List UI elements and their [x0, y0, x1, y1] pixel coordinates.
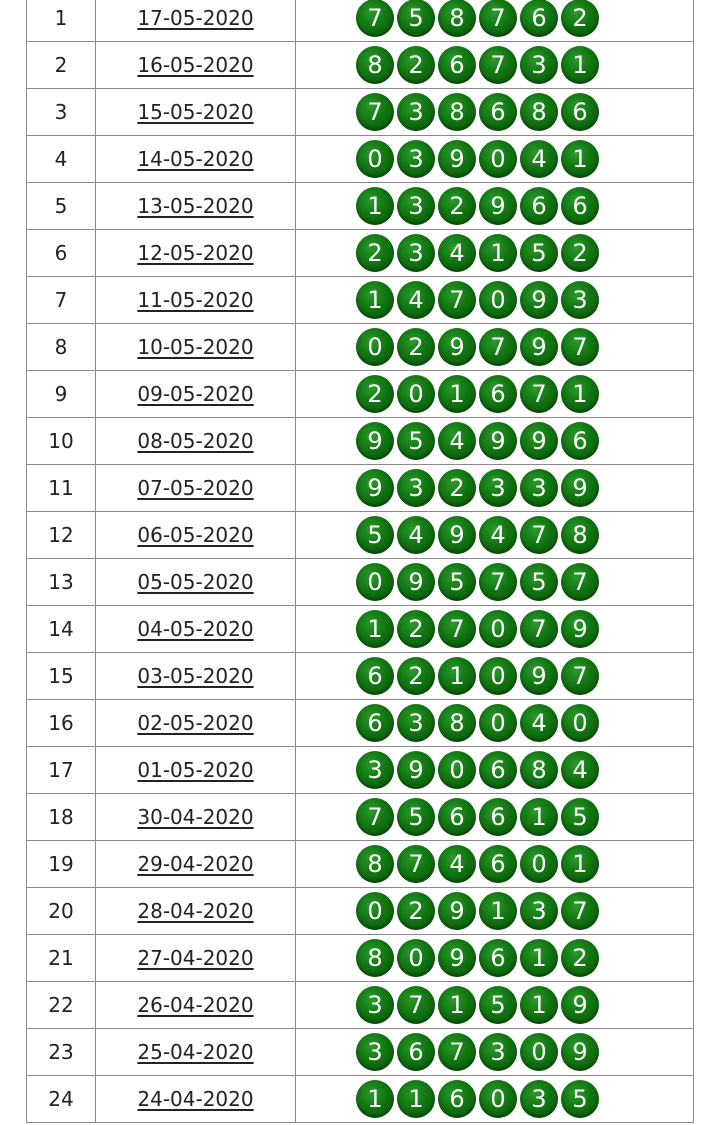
table-row: [27, 794, 694, 841]
table-row: [27, 465, 694, 512]
digit-ball: 2: [397, 657, 435, 695]
row-index: 10: [27, 418, 96, 465]
date-link[interactable]: 24-04-2020: [137, 1087, 254, 1111]
digit-balls: [296, 0, 693, 37]
row-digits-cell: [296, 606, 694, 653]
digit-ball: 0: [356, 563, 394, 601]
digit-ball: 3: [356, 986, 394, 1024]
table-row: [27, 982, 694, 1029]
row-date-cell: [96, 982, 296, 1029]
row-index: 20: [27, 888, 96, 935]
row-index: 23: [27, 1029, 96, 1076]
date-link[interactable]: 09-05-2020: [137, 382, 254, 406]
digit-ball: 5: [561, 1080, 599, 1118]
row-date-cell: [96, 89, 296, 136]
digit-balls: [296, 892, 693, 930]
digit-ball: 2: [438, 187, 476, 225]
digit-ball: 8: [520, 751, 558, 789]
digit-ball: 9: [438, 939, 476, 977]
digit-ball: 6: [438, 1080, 476, 1118]
digit-ball: 9: [479, 422, 517, 460]
date-link[interactable]: 03-05-2020: [137, 664, 254, 688]
digit-ball: 0: [479, 610, 517, 648]
row-digits-cell: [296, 89, 694, 136]
results-table-body: [27, 0, 694, 1123]
digit-ball: 9: [561, 610, 599, 648]
digit-balls: [296, 986, 693, 1024]
row-index: 9: [27, 371, 96, 418]
digit-ball: 1: [438, 375, 476, 413]
digit-balls: [296, 93, 693, 131]
digit-ball: 0: [520, 1033, 558, 1071]
row-digits-cell: [296, 982, 694, 1029]
digit-ball: 6: [479, 845, 517, 883]
digit-ball: 7: [438, 281, 476, 319]
digit-balls: [296, 845, 693, 883]
digit-ball: 1: [561, 46, 599, 84]
digit-balls: [296, 422, 693, 460]
digit-ball: 8: [438, 93, 476, 131]
date-link[interactable]: 17-05-2020: [137, 6, 254, 30]
digit-ball: 9: [561, 986, 599, 1024]
digit-ball: 6: [561, 93, 599, 131]
digit-balls: [296, 281, 693, 319]
digit-ball: 2: [561, 234, 599, 272]
row-date-cell: [96, 371, 296, 418]
date-link[interactable]: 01-05-2020: [137, 758, 254, 782]
digit-ball: 8: [561, 516, 599, 554]
digit-ball: 0: [356, 328, 394, 366]
digit-ball: 7: [438, 610, 476, 648]
digit-balls: [296, 751, 693, 789]
row-index: 3: [27, 89, 96, 136]
table-row: [27, 1076, 694, 1123]
digit-ball: 3: [397, 469, 435, 507]
digit-balls: [296, 234, 693, 272]
row-date-cell: [96, 277, 296, 324]
digit-ball: 3: [520, 1080, 558, 1118]
row-date-cell: [96, 136, 296, 183]
digit-ball: 3: [479, 469, 517, 507]
digit-ball: 7: [356, 798, 394, 836]
row-index: 1: [27, 0, 96, 42]
row-index: 5: [27, 183, 96, 230]
digit-ball: 1: [520, 939, 558, 977]
digit-ball: 2: [356, 375, 394, 413]
row-date-cell: [96, 700, 296, 747]
digit-ball: 0: [479, 704, 517, 742]
digit-ball: 4: [520, 140, 558, 178]
table-row: [27, 89, 694, 136]
digit-balls: [296, 469, 693, 507]
digit-ball: 5: [520, 563, 558, 601]
digit-ball: 3: [520, 46, 558, 84]
digit-ball: 1: [397, 1080, 435, 1118]
digit-ball: 0: [438, 751, 476, 789]
digit-balls: [296, 187, 693, 225]
digit-ball: 3: [520, 892, 558, 930]
digit-ball: 7: [561, 563, 599, 601]
date-link[interactable]: 04-05-2020: [137, 617, 254, 641]
row-index: 11: [27, 465, 96, 512]
digit-balls: [296, 1080, 693, 1118]
table-row: [27, 277, 694, 324]
row-digits-cell: [296, 888, 694, 935]
digit-ball: 7: [356, 93, 394, 131]
digit-balls: [296, 1033, 693, 1071]
digit-ball: 0: [479, 657, 517, 695]
table-row: [27, 371, 694, 418]
digit-ball: 5: [356, 516, 394, 554]
digit-ball: 4: [397, 281, 435, 319]
digit-ball: 1: [356, 1080, 394, 1118]
digit-ball: 9: [438, 892, 476, 930]
digit-ball: 7: [479, 563, 517, 601]
table-row: [27, 0, 694, 42]
row-date-cell: [96, 42, 296, 89]
row-index: 2: [27, 42, 96, 89]
digit-ball: 4: [438, 422, 476, 460]
digit-ball: 6: [479, 93, 517, 131]
table-row: [27, 559, 694, 606]
digit-ball: 0: [479, 1080, 517, 1118]
row-index: 17: [27, 747, 96, 794]
digit-ball: 6: [520, 0, 558, 37]
table-row: [27, 230, 694, 277]
digit-ball: 9: [520, 328, 558, 366]
row-date-cell: [96, 559, 296, 606]
digit-ball: 6: [438, 46, 476, 84]
digit-ball: 1: [356, 281, 394, 319]
row-digits-cell: [296, 700, 694, 747]
digit-ball: 6: [561, 422, 599, 460]
digit-ball: 2: [356, 234, 394, 272]
digit-ball: 6: [356, 704, 394, 742]
digit-ball: 7: [397, 986, 435, 1024]
row-index: 19: [27, 841, 96, 888]
results-table: [26, 0, 694, 1123]
digit-ball: 1: [520, 798, 558, 836]
digit-ball: 0: [356, 140, 394, 178]
digit-ball: 4: [397, 516, 435, 554]
row-date-cell: [96, 418, 296, 465]
digit-ball: 7: [520, 610, 558, 648]
table-row: [27, 183, 694, 230]
digit-ball: 7: [520, 375, 558, 413]
row-date-cell: [96, 606, 296, 653]
row-digits-cell: [296, 230, 694, 277]
row-date-cell: [96, 512, 296, 559]
row-digits-cell: [296, 1076, 694, 1123]
digit-ball: 7: [561, 657, 599, 695]
date-link[interactable]: 08-05-2020: [137, 429, 254, 453]
digit-balls: [296, 140, 693, 178]
row-digits-cell: [296, 935, 694, 982]
date-link[interactable]: 26-04-2020: [137, 993, 254, 1017]
row-digits-cell: [296, 465, 694, 512]
date-link[interactable]: 14-05-2020: [137, 147, 254, 171]
digit-ball: 7: [479, 46, 517, 84]
row-digits-cell: [296, 559, 694, 606]
digit-ball: 0: [520, 845, 558, 883]
digit-ball: 7: [438, 1033, 476, 1071]
digit-ball: 9: [356, 422, 394, 460]
digit-ball: 2: [561, 939, 599, 977]
row-date-cell: [96, 1029, 296, 1076]
row-date-cell: [96, 465, 296, 512]
date-link[interactable]: 13-05-2020: [137, 194, 254, 218]
date-link[interactable]: 02-05-2020: [137, 711, 254, 735]
digit-ball: 5: [561, 798, 599, 836]
digit-ball: 9: [520, 281, 558, 319]
row-digits-cell: [296, 841, 694, 888]
digit-ball: 7: [479, 0, 517, 37]
row-index: 8: [27, 324, 96, 371]
digit-ball: 1: [438, 657, 476, 695]
date-link[interactable]: 29-04-2020: [137, 852, 254, 876]
digit-ball: 0: [356, 892, 394, 930]
table-row: [27, 42, 694, 89]
row-index: 13: [27, 559, 96, 606]
row-date-cell: [96, 230, 296, 277]
row-index: 21: [27, 935, 96, 982]
digit-ball: 0: [479, 140, 517, 178]
date-link[interactable]: 06-05-2020: [137, 523, 254, 547]
digit-ball: 4: [438, 845, 476, 883]
row-index: 18: [27, 794, 96, 841]
digit-ball: 9: [438, 516, 476, 554]
results-table-wrapper: [26, 0, 694, 1123]
digit-ball: 3: [397, 187, 435, 225]
row-index: 22: [27, 982, 96, 1029]
table-row: [27, 1029, 694, 1076]
digit-ball: 1: [561, 375, 599, 413]
row-date-cell: [96, 0, 296, 42]
digit-balls: [296, 939, 693, 977]
date-link[interactable]: 12-05-2020: [137, 241, 254, 265]
digit-ball: 2: [397, 46, 435, 84]
digit-ball: 7: [520, 516, 558, 554]
row-index: 16: [27, 700, 96, 747]
digit-ball: 5: [438, 563, 476, 601]
row-digits-cell: [296, 371, 694, 418]
digit-ball: 6: [479, 939, 517, 977]
digit-ball: 5: [397, 798, 435, 836]
digit-ball: 5: [520, 234, 558, 272]
digit-ball: 9: [356, 469, 394, 507]
digit-ball: 3: [397, 704, 435, 742]
table-row: [27, 606, 694, 653]
digit-ball: 3: [561, 281, 599, 319]
digit-ball: 1: [561, 845, 599, 883]
date-link[interactable]: 05-05-2020: [137, 570, 254, 594]
row-index: 4: [27, 136, 96, 183]
digit-ball: 0: [397, 375, 435, 413]
row-digits-cell: [296, 183, 694, 230]
date-link[interactable]: 15-05-2020: [137, 100, 254, 124]
digit-balls: [296, 657, 693, 695]
digit-ball: 6: [479, 375, 517, 413]
digit-ball: 4: [561, 751, 599, 789]
digit-ball: 5: [397, 422, 435, 460]
row-index: 7: [27, 277, 96, 324]
row-date-cell: [96, 794, 296, 841]
digit-ball: 3: [397, 93, 435, 131]
digit-ball: 1: [479, 234, 517, 272]
table-row: [27, 324, 694, 371]
digit-ball: 1: [356, 187, 394, 225]
row-digits-cell: [296, 1029, 694, 1076]
digit-ball: 7: [561, 328, 599, 366]
digit-ball: 0: [397, 939, 435, 977]
digit-ball: 1: [520, 986, 558, 1024]
digit-ball: 1: [561, 140, 599, 178]
digit-ball: 9: [520, 657, 558, 695]
date-link[interactable]: 28-04-2020: [137, 899, 254, 923]
row-date-cell: [96, 888, 296, 935]
date-link[interactable]: 10-05-2020: [137, 335, 254, 359]
row-digits-cell: [296, 136, 694, 183]
digit-balls: [296, 516, 693, 554]
row-date-cell: [96, 653, 296, 700]
row-date-cell: [96, 841, 296, 888]
digit-balls: [296, 46, 693, 84]
row-date-cell: [96, 747, 296, 794]
digit-ball: 7: [356, 0, 394, 37]
digit-ball: 7: [397, 845, 435, 883]
table-row: [27, 512, 694, 559]
row-digits-cell: [296, 747, 694, 794]
date-link[interactable]: 11-05-2020: [137, 288, 254, 312]
row-digits-cell: [296, 418, 694, 465]
digit-ball: 1: [356, 610, 394, 648]
digit-ball: 6: [356, 657, 394, 695]
digit-ball: 1: [479, 892, 517, 930]
digit-ball: 1: [438, 986, 476, 1024]
row-index: 12: [27, 512, 96, 559]
digit-ball: 6: [397, 1033, 435, 1071]
row-digits-cell: [296, 324, 694, 371]
digit-ball: 9: [438, 140, 476, 178]
digit-ball: 2: [397, 892, 435, 930]
digit-ball: 8: [438, 704, 476, 742]
digit-ball: 9: [397, 751, 435, 789]
digit-ball: 0: [479, 281, 517, 319]
digit-ball: 4: [438, 234, 476, 272]
row-digits-cell: [296, 0, 694, 42]
table-row: [27, 935, 694, 982]
digit-balls: [296, 610, 693, 648]
digit-balls: [296, 798, 693, 836]
digit-ball: 9: [397, 563, 435, 601]
digit-ball: 6: [438, 798, 476, 836]
table-row: [27, 747, 694, 794]
digit-ball: 6: [479, 751, 517, 789]
digit-ball: 2: [397, 610, 435, 648]
digit-ball: 9: [561, 1033, 599, 1071]
digit-ball: 7: [561, 892, 599, 930]
digit-ball: 6: [561, 187, 599, 225]
row-digits-cell: [296, 794, 694, 841]
digit-ball: 8: [520, 93, 558, 131]
digit-ball: 4: [520, 704, 558, 742]
digit-ball: 8: [356, 845, 394, 883]
row-index: 24: [27, 1076, 96, 1123]
table-row: [27, 653, 694, 700]
digit-ball: 9: [479, 187, 517, 225]
digit-ball: 8: [356, 939, 394, 977]
table-row: [27, 841, 694, 888]
digit-ball: 9: [561, 469, 599, 507]
row-digits-cell: [296, 653, 694, 700]
row-digits-cell: [296, 42, 694, 89]
digit-ball: 3: [356, 751, 394, 789]
digit-ball: 8: [438, 0, 476, 37]
digit-ball: 3: [397, 140, 435, 178]
date-link[interactable]: 30-04-2020: [137, 805, 254, 829]
digit-ball: 3: [356, 1033, 394, 1071]
digit-ball: 8: [356, 46, 394, 84]
digit-balls: [296, 563, 693, 601]
digit-ball: 5: [479, 986, 517, 1024]
table-row: [27, 888, 694, 935]
digit-ball: 9: [520, 422, 558, 460]
digit-ball: 0: [561, 704, 599, 742]
row-date-cell: [96, 935, 296, 982]
digit-ball: 2: [397, 328, 435, 366]
table-row: [27, 700, 694, 747]
digit-balls: [296, 704, 693, 742]
digit-balls: [296, 328, 693, 366]
date-link[interactable]: 07-05-2020: [137, 476, 254, 500]
table-row: [27, 418, 694, 465]
date-link[interactable]: 27-04-2020: [137, 946, 254, 970]
digit-ball: 2: [561, 0, 599, 37]
row-digits-cell: [296, 277, 694, 324]
digit-ball: 2: [438, 469, 476, 507]
row-date-cell: [96, 324, 296, 371]
date-link[interactable]: 25-04-2020: [137, 1040, 254, 1064]
row-digits-cell: [296, 512, 694, 559]
row-index: 14: [27, 606, 96, 653]
digit-ball: 9: [438, 328, 476, 366]
row-date-cell: [96, 1076, 296, 1123]
date-link[interactable]: 16-05-2020: [137, 53, 254, 77]
table-row: [27, 136, 694, 183]
digit-ball: 4: [479, 516, 517, 554]
row-date-cell: [96, 183, 296, 230]
digit-ball: 5: [397, 0, 435, 37]
digit-ball: 3: [397, 234, 435, 272]
row-index: 15: [27, 653, 96, 700]
digit-balls: [296, 375, 693, 413]
digit-ball: 6: [479, 798, 517, 836]
digit-ball: 6: [520, 187, 558, 225]
digit-ball: 3: [520, 469, 558, 507]
digit-ball: 7: [479, 328, 517, 366]
row-index: 6: [27, 230, 96, 277]
digit-ball: 3: [479, 1033, 517, 1071]
